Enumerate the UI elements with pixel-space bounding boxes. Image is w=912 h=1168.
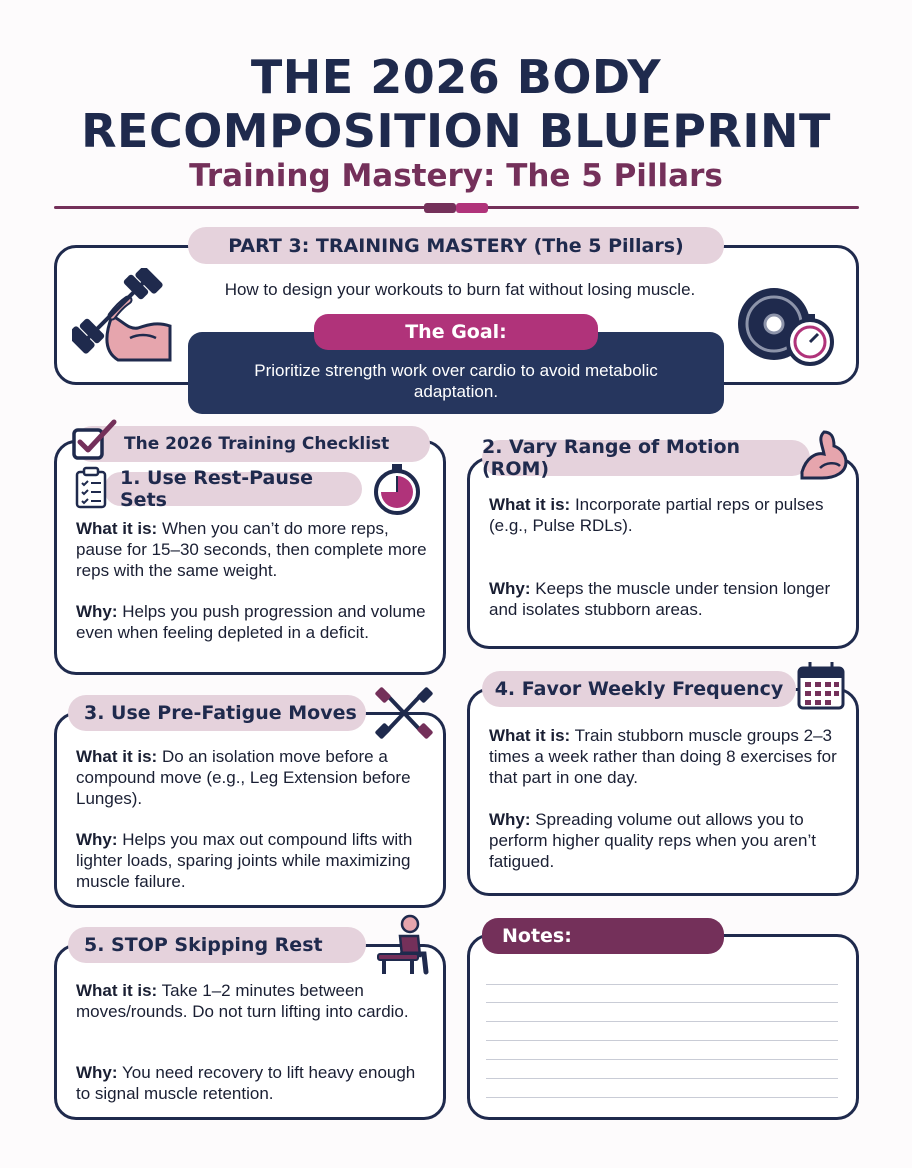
pillar-1-what-text: When you can’t do more reps, pause for 15–30 seconds, then complete more reps with the same weight. (76, 519, 427, 580)
pillar-1-why-label: Why: (76, 602, 118, 621)
notes-line[interactable] (486, 1097, 838, 1098)
notes-title-pill (482, 918, 724, 954)
pillar-3-why-text: Helps you max out compound lifts with lighter loads, sparing joints while maximizing muscle failure. (76, 830, 413, 891)
pillar-4-why (489, 809, 841, 872)
pillar-3-why-label: Why: (76, 830, 118, 849)
pillar-5-what (76, 980, 428, 1022)
pillar-3-title-pill (68, 695, 366, 731)
crossed-dumbbells-icon (374, 684, 434, 742)
divider-accent-left (424, 203, 456, 213)
weight-plate-stopwatch-icon (736, 286, 840, 372)
pillar-1-why-text: Helps you push progression and volume even when feeling depleted in a deficit. (76, 602, 426, 642)
pillar-3-title: 3. Use Pre-Fatigue Moves (84, 702, 357, 724)
pillar-4-title: 4. Favor Weekly Frequency (494, 678, 784, 700)
notes-line[interactable] (486, 1021, 838, 1022)
dumbbell-arm-icon (72, 268, 176, 364)
pillar-2-title: 2. Vary Range of Motion (ROM) (482, 436, 741, 480)
pillar-2-why-label: Why: (489, 579, 531, 598)
pillar-1-what-label: What it is: (76, 519, 158, 538)
notes-line[interactable] (486, 1002, 838, 1003)
notes-line[interactable] (486, 1040, 838, 1041)
flexed-arm-icon (796, 428, 852, 482)
goal-label-pill (314, 314, 598, 350)
calendar-icon (796, 660, 846, 712)
page-title-line-1: THE 2026 BODY (250, 50, 662, 104)
pillar-1-why (76, 601, 428, 643)
pillar-1-title-pill (104, 467, 362, 511)
pillar-4-why-text: Spreading volume out allows you to perform higher quality reps when you aren’t fatigued. (489, 810, 816, 871)
pillar-5-why-text: You need recovery to lift heavy enough to signal muscle retention. (76, 1063, 416, 1103)
pillar-5-title-pill (68, 927, 366, 963)
pillar-5-what-label: What it is: (76, 981, 158, 1000)
pillar-2-what (489, 494, 841, 536)
pillar-5-what-text: Take 1–2 minutes between moves/rounds. Do not turn lifting into cardio. (76, 981, 409, 1021)
pillar-5-why (76, 1062, 428, 1104)
intro-description: How to design your workouts to burn fat without losing muscle. (224, 280, 696, 299)
pillar-1-title: 1. Use Rest-Pause Sets (120, 467, 314, 511)
pillar-5-title: 5. STOP Skipping Rest (84, 934, 323, 956)
page-title-line-2: RECOMPOSITION BLUEPRINT (81, 104, 831, 158)
pillar-3-what-text: Do an isolation move before a compound move (e.g., Leg Extension before Lunges). (76, 747, 411, 808)
notes-title: Notes: (502, 925, 572, 947)
clipboard-icon (74, 466, 108, 510)
notes-line[interactable] (486, 1059, 838, 1060)
part-label: PART 3: TRAINING MASTERY (The 5 Pillars) (228, 234, 684, 257)
part-label-pill (188, 227, 724, 264)
goal-label: The Goal: (405, 321, 507, 343)
pillar-4-what (489, 725, 841, 788)
pillar-4-what-label: What it is: (489, 726, 571, 745)
goal-text: Prioritize strength work over cardio to avoid metabolic adaptation. (254, 361, 658, 401)
pillar-5-why-label: Why: (76, 1063, 118, 1082)
pillar-3-what (76, 746, 428, 809)
pillar-3-why (76, 829, 428, 892)
resting-person-icon (376, 914, 440, 978)
pillar-2-what-text: Incorporate partial reps or pulses (e.g., Pulse RDLs). (489, 495, 824, 535)
pillar-2-what-label: What it is: (489, 495, 571, 514)
pillar-4-why-label: Why: (489, 810, 531, 829)
page-subtitle: Training Mastery: The 5 Pillars (189, 158, 723, 194)
checklist-title: The 2026 Training Checklist (124, 434, 390, 454)
timer-icon (372, 462, 422, 516)
pillar-4-what-text: Train stubborn muscle groups 2–3 times a week rather than doing 8 exercises for that part in one day. (489, 726, 837, 787)
pillar-2-title-pill (482, 436, 810, 480)
pillar-1-what (76, 518, 428, 581)
notes-line[interactable] (486, 984, 838, 985)
pillar-card-2 (467, 457, 859, 649)
pillar-4-title-pill (482, 671, 796, 707)
divider-accent-right (456, 203, 488, 213)
notes-line[interactable] (486, 1078, 838, 1079)
pillar-3-what-label: What it is: (76, 747, 158, 766)
checkbox-icon (70, 418, 120, 462)
checklist-title-pill (74, 426, 430, 462)
pillar-2-why-text: Keeps the muscle under tension longer and isolates stubborn areas. (489, 579, 831, 619)
notes-card (467, 934, 859, 1120)
pillar-2-why (489, 578, 841, 620)
